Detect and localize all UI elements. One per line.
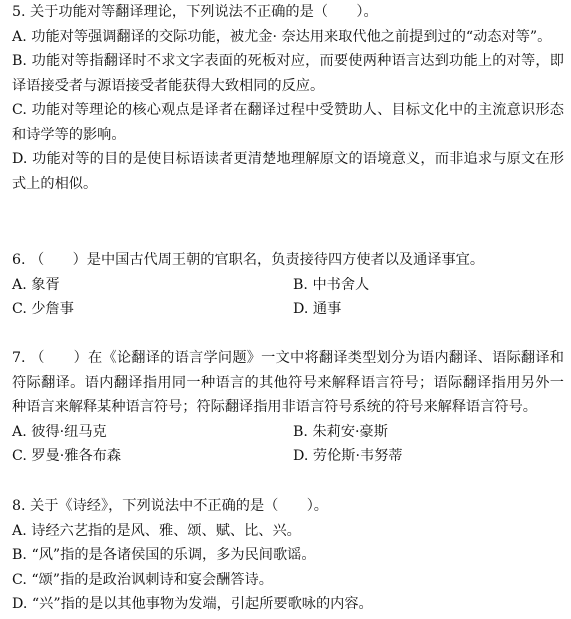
option-b: B. 功能对等指翻译时不求文字表面的死板对应，而要使两种语言达到功能上的对等，即译语接受者与源语接受者能获得大致相同的反应。 [12,53,564,94]
option-a: A. 彼得·纽马克 [12,423,107,440]
option-d: D. 功能对等的目的是使目标语读者更清楚地理解原文的语境意义，而非追求与原文在形式上的相似。 [12,151,564,192]
option-c: C. “颂”指的是政治讽刺诗和宴会酬答诗。 [12,571,273,588]
option-c: C. 罗曼·雅各布森 [12,448,122,464]
question-stem: 7. （ ）在《论翻译的语言学问题》一文中将翻译类型划分为语内翻译、语际翻译和符际翻译。语内翻译指用同一种语言的其他符号来解释语言符号；语际翻译指用另外一种语言来解释某种语言符号；符际翻译指用非语言符号系统的符号来解释语言符号。 [12,350,564,415]
option-c: C. 少詹事 [12,301,74,317]
option-b: B. 朱莉安·豪斯 [293,423,388,440]
option-b: B. “风”指的是各诸侯国的乐调，多为民间歌谣。 [12,547,316,563]
option-row [12,297,564,322]
option-row [12,444,564,469]
option-d: D. 通事 [293,301,342,317]
option-a: A. 诗经六艺指的是风、雅、颂、赋、比、兴。 [12,522,301,539]
option-c: C. 功能对等理论的核心观点是译者在翻译过程中受赞助人、目标文化中的主流意识形态和诗学等的影响。 [12,102,564,143]
option-row [12,420,564,445]
option-a: A. 象胥 [12,276,60,293]
question-stem: 5. 关于功能对等翻译理论，下列说法不正确的是（ ）。 [12,4,378,20]
question-stem: 6. （ ）是中国古代周王朝的官职名，负责接待四方使者以及通译事宜。 [12,252,485,268]
option-b: B. 中书舍人 [293,276,370,293]
question-8 [12,494,564,617]
option-d: D. 劳伦斯·韦努蒂 [293,448,403,464]
question-7 [12,346,564,469]
question-stem: 8. 关于《诗经》，下列说法中不正确的是（ ）。 [12,498,328,514]
question-5 [12,0,564,196]
option-row [12,273,564,298]
option-a: A. 功能对等强调翻译的交际功能，被尤金· 奈达用来取代他之前提到过的“动态对等”。 [12,28,552,45]
question-6 [12,248,564,322]
option-d: D. “兴”指的是以其他事物为发端，引起所要歌咏的内容。 [12,596,373,612]
